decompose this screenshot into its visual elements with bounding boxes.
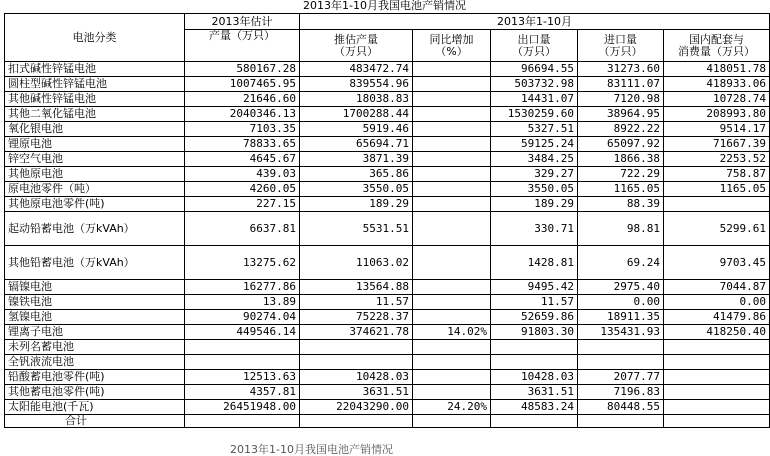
cell-value: 0.00	[578, 295, 664, 310]
cell-value: 1165.05	[578, 182, 664, 197]
cell-value: 4357.81	[185, 385, 300, 400]
table-row	[5, 152, 770, 167]
row-name: 其他原电池	[5, 167, 185, 182]
cell-value: 10728.74	[664, 92, 770, 107]
cell-value: 7120.98	[578, 92, 664, 107]
cell-value: 839554.96	[300, 77, 413, 92]
cell-value: 365.86	[300, 167, 413, 182]
cell-value: 24.20%	[413, 400, 491, 415]
cell-value: 2077.77	[578, 370, 664, 385]
table-row	[5, 280, 770, 295]
cell-value: 11.57	[300, 295, 413, 310]
cell-value: 758.87	[664, 167, 770, 182]
table-row	[5, 212, 770, 246]
table-row	[5, 340, 770, 355]
cell-value: 483472.74	[300, 62, 413, 77]
cell-value: 722.29	[578, 167, 664, 182]
cell-value: 449546.14	[185, 325, 300, 340]
table-title: 2013年1-10月我国电池产销情况	[303, 0, 466, 12]
cell-value: 4645.67	[185, 152, 300, 167]
header-row-1	[5, 14, 770, 30]
cell-value: 439.03	[185, 167, 300, 182]
cell-value: 5919.46	[300, 122, 413, 137]
cell-value: 11.57	[491, 295, 578, 310]
cell-value	[491, 355, 578, 370]
cell-value: 22043290.00	[300, 400, 413, 415]
cell-value: 1007465.95	[185, 77, 300, 92]
cell-value: 75228.37	[300, 310, 413, 325]
header-category: 电池分类	[5, 14, 185, 62]
cell-value: 418051.78	[664, 62, 770, 77]
header-col	[300, 30, 413, 62]
cell-value	[664, 340, 770, 355]
row-name: 氧化银电池	[5, 122, 185, 137]
cell-value	[413, 197, 491, 212]
header-col-line1: 推估产量	[334, 32, 378, 46]
row-name: 镍铁电池	[5, 295, 185, 310]
row-name: 其他铅蓄电池（万kVAh）	[5, 246, 185, 280]
cell-value	[413, 310, 491, 325]
row-name: 其他原电池零件(吨)	[5, 197, 185, 212]
cell-value: 3550.05	[300, 182, 413, 197]
table-row	[5, 400, 770, 415]
cell-value: 69.24	[578, 246, 664, 280]
table-row	[5, 415, 770, 428]
cell-value	[578, 355, 664, 370]
cell-value	[413, 385, 491, 400]
cell-value	[413, 280, 491, 295]
header-col-line2: （万只）	[598, 44, 643, 58]
header-col	[413, 30, 491, 62]
cell-value: 189.29	[491, 197, 578, 212]
row-name: 太阳能电池(千瓦)	[5, 400, 185, 415]
row-name: 原电池零件（吨）	[5, 182, 185, 197]
cell-value: 6637.81	[185, 212, 300, 246]
cell-value: 10428.03	[300, 370, 413, 385]
cell-value	[413, 92, 491, 107]
cell-value	[491, 415, 578, 428]
cell-value: 12513.63	[185, 370, 300, 385]
table-row	[5, 167, 770, 182]
cell-value: 0.00	[664, 295, 770, 310]
cell-value: 71667.39	[664, 137, 770, 152]
cell-value: 503732.98	[491, 77, 578, 92]
cell-value	[664, 370, 770, 385]
cell-value: 1165.05	[664, 182, 770, 197]
row-name: 氢镍电池	[5, 310, 185, 325]
cell-value	[413, 137, 491, 152]
cell-value	[413, 370, 491, 385]
cell-value: 2253.52	[664, 152, 770, 167]
header-col-line2: （%）	[435, 44, 468, 58]
cell-value: 11063.02	[300, 246, 413, 280]
cell-value	[664, 197, 770, 212]
table-row	[5, 122, 770, 137]
cell-value: 65694.71	[300, 137, 413, 152]
cell-value: 41479.86	[664, 310, 770, 325]
table-row	[5, 197, 770, 212]
cell-value: 2975.40	[578, 280, 664, 295]
table-row	[5, 107, 770, 122]
cell-value	[413, 122, 491, 137]
cell-value	[664, 415, 770, 428]
cell-value: 31273.60	[578, 62, 664, 77]
cell-value: 1866.38	[578, 152, 664, 167]
cell-value: 8922.22	[578, 122, 664, 137]
cell-value: 5531.51	[300, 212, 413, 246]
table-row	[5, 62, 770, 77]
header-col-line2: （万只）	[512, 44, 556, 58]
row-name: 锂原电池	[5, 137, 185, 152]
cell-value	[185, 340, 300, 355]
cell-value	[664, 385, 770, 400]
cell-value	[413, 246, 491, 280]
cell-value: 135431.93	[578, 325, 664, 340]
cell-value: 208993.80	[664, 107, 770, 122]
cell-value	[185, 415, 300, 428]
cell-value	[300, 355, 413, 370]
cell-value: 3550.05	[491, 182, 578, 197]
row-name: 全钒液流电池	[5, 355, 185, 370]
cell-value: 374621.78	[300, 325, 413, 340]
cell-value: 5327.51	[491, 122, 578, 137]
cell-value: 580167.28	[185, 62, 300, 77]
row-name: 未列名蓄电池	[5, 340, 185, 355]
row-name: 其他蓄电池零件(吨)	[5, 385, 185, 400]
header-estimate-top: 2013年估计	[185, 14, 300, 30]
cell-value: 83111.07	[578, 77, 664, 92]
footer-caption-cutoff: 2013年1-10月我国电池产销情况	[230, 443, 393, 456]
cell-value	[413, 107, 491, 122]
table-row	[5, 77, 770, 92]
cell-value: 9703.45	[664, 246, 770, 280]
cell-value: 3631.51	[491, 385, 578, 400]
cell-value: 38964.95	[578, 107, 664, 122]
cell-value: 7103.35	[185, 122, 300, 137]
header-period: 2013年1-10月	[300, 14, 770, 30]
cell-value: 14.02%	[413, 325, 491, 340]
cell-value: 330.71	[491, 212, 578, 246]
cell-value: 91803.30	[491, 325, 578, 340]
cell-value: 96694.55	[491, 62, 578, 77]
cell-value	[413, 62, 491, 77]
row-name: 其他二氧化锰电池	[5, 107, 185, 122]
cell-value: 88.39	[578, 197, 664, 212]
table-row	[5, 310, 770, 325]
row-name: 圆柱型碱性锌锰电池	[5, 77, 185, 92]
header-col	[664, 30, 770, 62]
cell-value: 1530259.60	[491, 107, 578, 122]
cell-value	[413, 167, 491, 182]
cell-value	[300, 340, 413, 355]
cell-value: 13275.62	[185, 246, 300, 280]
row-name: 其他碱性锌锰电池	[5, 92, 185, 107]
cell-value: 2040346.13	[185, 107, 300, 122]
cell-value: 3871.39	[300, 152, 413, 167]
cell-value: 90274.04	[185, 310, 300, 325]
cell-value: 18911.35	[578, 310, 664, 325]
row-name: 扣式碱性锌锰电池	[5, 62, 185, 77]
cell-value	[413, 212, 491, 246]
cell-value: 189.29	[300, 197, 413, 212]
table-row	[5, 385, 770, 400]
row-name: 锌空气电池	[5, 152, 185, 167]
cell-value: 227.15	[185, 197, 300, 212]
row-name: 起动铅蓄电池（万kVAh）	[5, 212, 185, 246]
cell-value: 18038.83	[300, 92, 413, 107]
cell-value	[185, 355, 300, 370]
cell-value	[578, 340, 664, 355]
header-col-line1: 进口量	[604, 32, 637, 46]
table-row	[5, 325, 770, 340]
cell-value	[413, 182, 491, 197]
cell-value: 418933.06	[664, 77, 770, 92]
cell-value: 26451948.00	[185, 400, 300, 415]
header-col-line1: 出口量	[517, 32, 551, 46]
cell-value	[664, 355, 770, 370]
header-col-line2: 消费量（万只）	[678, 44, 755, 58]
cell-value	[413, 340, 491, 355]
cell-value: 13.89	[185, 295, 300, 310]
cell-value: 3484.25	[491, 152, 578, 167]
battery-table	[4, 13, 770, 428]
cell-value: 418250.40	[664, 325, 770, 340]
cell-value: 48583.24	[491, 400, 578, 415]
cell-value	[413, 415, 491, 428]
row-name: 镉镍电池	[5, 280, 185, 295]
cell-value	[664, 400, 770, 415]
cell-value: 329.27	[491, 167, 578, 182]
cell-value: 14431.07	[491, 92, 578, 107]
cell-value: 78833.65	[185, 137, 300, 152]
row-name: 铅酸蓄电池零件(吨)	[5, 370, 185, 385]
cell-value: 9514.17	[664, 122, 770, 137]
cell-value	[413, 355, 491, 370]
header-col	[578, 30, 664, 62]
table-body	[5, 14, 770, 428]
cell-value: 13564.88	[300, 280, 413, 295]
cell-value: 5299.61	[664, 212, 770, 246]
cell-value	[413, 77, 491, 92]
header-col	[491, 30, 578, 62]
cell-value: 1428.81	[491, 246, 578, 280]
table-row	[5, 355, 770, 370]
cell-value	[578, 415, 664, 428]
table-row	[5, 295, 770, 310]
table-row	[5, 137, 770, 152]
cell-value: 52659.86	[491, 310, 578, 325]
cell-value	[413, 152, 491, 167]
header-col-line1: 同比增加	[429, 32, 474, 46]
cell-value	[491, 340, 578, 355]
cell-value: 10428.03	[491, 370, 578, 385]
cell-value: 9495.42	[491, 280, 578, 295]
cell-value: 7044.87	[664, 280, 770, 295]
table-row	[5, 182, 770, 197]
row-name: 合计	[5, 415, 185, 428]
header-estimate-bottom: 产量（万只）	[185, 30, 300, 62]
cell-value	[300, 415, 413, 428]
cell-value: 59125.24	[491, 137, 578, 152]
header-col-line1: 国内配套与	[689, 32, 744, 46]
header-col-line2: （万只）	[334, 44, 378, 58]
cell-value: 1700288.44	[300, 107, 413, 122]
table-row	[5, 370, 770, 385]
cell-value: 3631.51	[300, 385, 413, 400]
cell-value: 65097.92	[578, 137, 664, 152]
cell-value: 80448.55	[578, 400, 664, 415]
cell-value: 16277.86	[185, 280, 300, 295]
cell-value	[413, 295, 491, 310]
cell-value: 21646.60	[185, 92, 300, 107]
table-row	[5, 92, 770, 107]
cell-value: 98.81	[578, 212, 664, 246]
table-row	[5, 246, 770, 280]
row-name: 锂离子电池	[5, 325, 185, 340]
cell-value: 7196.83	[578, 385, 664, 400]
cell-value: 4260.05	[185, 182, 300, 197]
